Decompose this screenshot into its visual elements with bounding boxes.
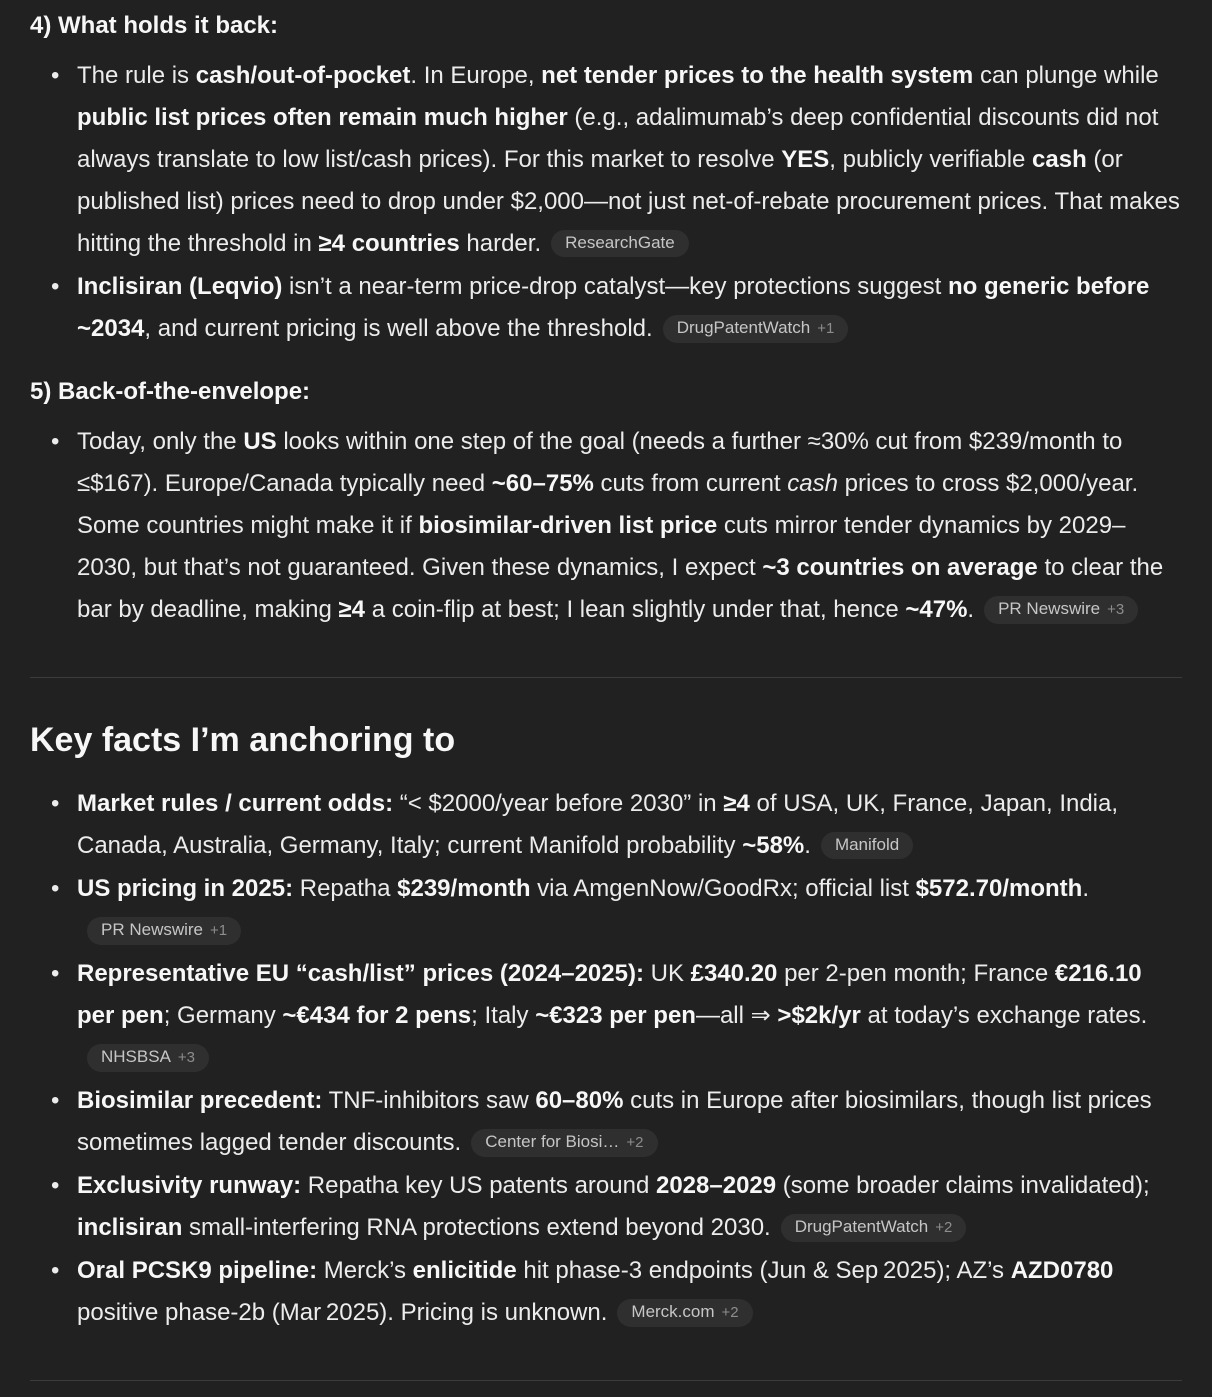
list-item [77, 1165, 1182, 1249]
bullet-text: US pricing in 2025: Repatha $239/month via AmgenNow/GoodRx; official list $572.70/month. [77, 874, 1089, 902]
citation-label: PR Newswire [998, 599, 1101, 619]
citation-label: ResearchGate [565, 233, 675, 253]
citation-count: +1 [210, 921, 228, 939]
list-item [77, 266, 1182, 350]
citation-pill-researchgate[interactable] [551, 230, 689, 257]
citation-count: +2 [626, 1133, 644, 1151]
citation-label: Manifold [834, 834, 900, 854]
citation-count: +2 [721, 1303, 739, 1321]
section-5-list [30, 421, 1182, 631]
citation-label: PR Newswire [101, 919, 204, 939]
list-item [77, 1250, 1182, 1334]
citation-pill-drugpatentwatch[interactable] [663, 315, 849, 343]
citation-label: NHSBSA [101, 1046, 171, 1066]
key-facts-list [30, 783, 1182, 1334]
list-item [77, 421, 1182, 631]
citation-pill-merck[interactable] [617, 1299, 752, 1327]
bullet-text: Exclusivity runway: Repatha key US patents around 2028–2029 (some broader claims invalidated); inclisiran small-interfering RNA protections extend beyond 2030. [77, 1171, 1150, 1241]
bullet-text: Biosimilar precedent: TNF-inhibitors saw 60–80% cuts in Europe after biosimilars, though list prices sometimes lagged tender discounts. [77, 1086, 1152, 1156]
bullet-text: Inclisiran (Leqvio) isn’t a near-term price-drop catalyst—key protections suggest no generic before ~2034, and current pricing is well above the threshold. [77, 273, 1150, 343]
list-item [77, 953, 1182, 1079]
citation-pill-manifold[interactable] [821, 832, 913, 859]
divider [30, 677, 1182, 678]
section-5-heading: 5) Back-of-the-envelope: [30, 378, 311, 406]
citation-count: +1 [817, 320, 835, 338]
bullet-text: Oral PCSK9 pipeline: Merck’s enlicitide hit phase-3 endpoints (Jun & Sep 2025); AZ’s AZD0780 positive phase-2b (Mar 2025). Pricing is unknown. [77, 1256, 1114, 1326]
list-item [77, 868, 1182, 952]
citation-count: +2 [935, 1218, 953, 1236]
citation-label: Merck.com [631, 1301, 715, 1321]
bullet-text: Today, only the US looks within one step of the goal (needs a further ≈30% cut from $239/month to ≤$167). Europe/Canada typically need ~60–75% cuts from current cash prices to cross $2,000/year. Some countries might make it if biosimilar-driven list price cuts mirror tender dynamics by 2029–2030, but that’s not guaranteed. Given these dynamics, I expect ~3 countries on average to clear the bar by deadline, making ≥4 a coin-flip at best; I lean slightly under that, hence ~47%. [77, 428, 1164, 624]
list-item [77, 55, 1182, 265]
citation-label: Center for Biosi… [485, 1131, 620, 1151]
citation-pill-pr-newswire[interactable] [984, 596, 1138, 624]
divider [30, 1380, 1182, 1381]
section-4-heading: 4) What holds it back: [30, 12, 279, 39]
citation-count: +3 [1107, 601, 1125, 619]
citation-count: +3 [177, 1048, 196, 1066]
citation-label: DrugPatentWatch [794, 1216, 929, 1236]
section-4-list [30, 55, 1182, 350]
chat-response [30, 0, 1182, 1397]
citation-pill-pr-newswire-2[interactable] [87, 917, 241, 945]
list-item [77, 1080, 1182, 1164]
bullet-text: The rule is cash/out-of-pocket. In Europe, net tender prices to the health system can plunge while public list prices often remain much higher (e.g., adalimumab’s deep confidential discounts did not always translate to low list/cash prices). For this market to resolve YES, publicly verifiable cash (or published list) prices need to drop under $2,000—not just net-of-rebate procurement prices. That makes hitting the threshold in ≥4 countries harder. [77, 62, 1180, 258]
bullet-text: Representative EU “cash/list” prices (2024–2025): UK £340.20 per 2-pen month; France €216.10 per pen; Germany ~€434 for 2 pens; Italy ~€323 per pen—all ⇒ >$2k/yr at today’s exchange rates. [77, 959, 1148, 1029]
bullet-text: Market rules / current odds: “< $2000/year before 2030” in ≥4 of USA, UK, France, Japan, India, Canada, Australia, Germany, Italy; current Manifold probability ~58%. [77, 789, 1119, 859]
citation-pill-nhsbsa[interactable] [87, 1044, 209, 1072]
citation-pill-center-for-biosimilars[interactable] [471, 1129, 657, 1157]
key-facts-heading: Key facts I’m anchoring to [30, 721, 456, 760]
citation-pill-drugpatentwatch-2[interactable] [781, 1214, 967, 1242]
list-item [77, 783, 1182, 867]
citation-label: DrugPatentWatch [676, 318, 811, 338]
